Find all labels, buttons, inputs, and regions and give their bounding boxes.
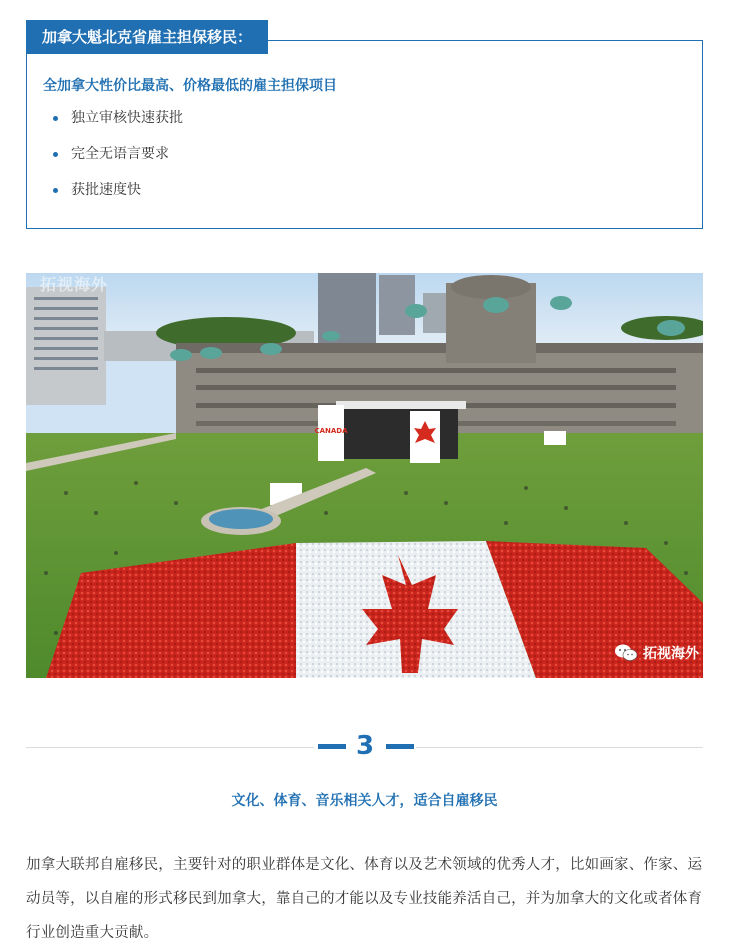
central-dome [451, 275, 531, 299]
wechat-icon [615, 644, 637, 662]
photo-watermark-left [40, 272, 108, 295]
section-number: 3 [355, 731, 375, 761]
fountain-water [209, 509, 273, 529]
divider-line-left [26, 747, 314, 748]
divider-bar-right [386, 744, 414, 749]
list-item: 完全无语言要求 [53, 143, 183, 179]
photo-watermark-right [615, 643, 699, 663]
section-title: 文化、体育、音乐相关人才，适合自雇移民 [231, 793, 498, 809]
divider-line-right [416, 747, 703, 748]
info-box [26, 40, 703, 229]
info-bullet-list [53, 107, 183, 215]
info-subtitle: 全加拿大性价比最高、价格最低的雇主担保项目 [43, 78, 337, 94]
list-item: 获批速度快 [53, 179, 183, 215]
stage [344, 409, 458, 459]
watermark-right-text: 拓视海外 [643, 646, 699, 662]
photo-illustration [26, 273, 703, 678]
canada-flag-crowd-photo [26, 273, 703, 678]
tent [544, 431, 566, 445]
list-item: 独立审核快速获批 [53, 107, 183, 143]
legislature-roofline [176, 343, 703, 353]
watermark-left-text: 拓视海外 [40, 275, 109, 294]
tower [379, 275, 415, 335]
office-building [26, 287, 106, 405]
info-tag: 加拿大魁北克省雇主担保移民： [26, 20, 268, 54]
stage-roof [336, 401, 466, 409]
body-paragraph: 加拿大联邦自雇移民，主要针对的职业群体是文化、体育以及艺术领域的优秀人才，比如画家、作家、运动员等，以自雇的形式移民到加拿大，靠自己的才能以及专业技能养活自己，并为加拿大的文化或者体育行业创造重大贡献。 [26, 857, 703, 941]
divider-bar-left [318, 744, 346, 749]
stage-sign: CANADA [314, 427, 348, 435]
